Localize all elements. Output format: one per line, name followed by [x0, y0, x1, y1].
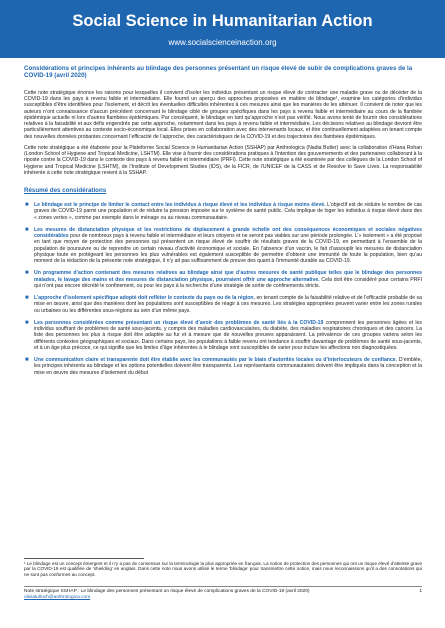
bullet-icon: ■	[25, 357, 29, 364]
summary-item	[24, 270, 422, 289]
bullet-icon: ■	[25, 319, 29, 326]
summary-item-body: pour de nombreux pays à revenu faible et intermédiaire et leurs citoyens et ne seront pas viables sur une période prolongée. L’« isolement » a été proposé en tant que moyen de protection des personnes qui présentent un risque élevé de souffrir de résultats graves de la COVID-19, en permettant à l’ensemble de la population de poursuivre ou de reprendre un certain niveau d’activité économique et sociale. En l’absence d’un vaccin, le fait d’assouplir les mesures de distanciation physique toute en protégeant les personnes les plus vulnérables est également susceptible de permettre d’obtenir une immunité de toute la population, bien qu’au moment de la rédaction de la présente note stratégique, il n’y ait pas suffisamment de preuve des quant à l’immunité durable au COVID-19.	[34, 233, 422, 265]
footer-email-link[interactable]: oliviatulloch@anthrologica.com	[24, 595, 91, 600]
bullet-icon: ■	[25, 202, 29, 209]
page-number: 1	[419, 589, 422, 594]
summary-item-body: L’objectif est de réduire le nombre de cas graves de COVID-19 parmi une population et de réduire la pression imposée sur le système de santé public. Cela implique de loger les individus à risque élevé dans des « zones vertes », comme par exemple dans le ménage ou au niveau communautaire.	[34, 202, 422, 221]
authorship-paragraph: Cette note stratégique a été élaborée pour la Plateforme Social Science in Humanitarian Action (SSHAP) par Anthrologica (Nadia Butler) avec la collaboration d’Hana Rohan (London School of Hygiene and Tropical Medicine, LSHTM). Elle vise à fournir des considérations pratiques à l’intention des gouvernements et des partenaires collaborant à la riposte contre la COVID-19 dans le contexte des pays à revenu faible et intermédiaire (PRFI). Cette note stratégique a été examinée par des collègues de la London School of Hygiene and Tropical Medicine (LSHTM), de l’Institute of Development Studies (IDS), de la FICR, de l’UNICEF de la CASS et de Resolve to Save Lives. La responsabilité inhérente à cette note stratégique revient à la SSHAP.	[24, 144, 422, 176]
header-banner	[0, 0, 445, 58]
footnote: ¹ Le blindage est un concept émergent et il n’y a pas de consensus sur la terminologie la plus appropriée en français. La notion de protection des personnes qui ont un risque élevé d’atteinte grave par la COVID-19 est qualifiée de ‘shielding’ en anglais. Dans cette note nous avons utilisé le terme ‘blindage’ pour transmettre cette notion, mais nous reconnaissons qu’il a des connotations qui ne sont pas conformes au concept.	[24, 561, 422, 577]
site-url[interactable]: www.socialscienceinaction.org	[168, 38, 277, 47]
summary-item-lead: Les mesures de distanciation physique et les restrictions de déplacement à grande échelle ont des conséquences économiques et sociales négatives considérables	[34, 226, 422, 240]
main-content	[0, 65, 445, 376]
footnote-divider	[24, 558, 144, 559]
summary-item-lead: Une communication claire et transparente doit être établie avec les communautés par le biais d’autorités locales ou d’interlocuteurs de confiance	[34, 357, 396, 364]
site-title: Social Science in Humanitarian Action	[72, 12, 373, 30]
summary-item-lead: Un programme d’action contenant des mesures relatives au blindage ainsi que d’autres mesures de santé publique telles que le blindage des personnes malades, le lavage des mains et des mesures de distanciation physique, pourraient offrir une approche alternative.	[34, 270, 422, 283]
footer-text: Note stratégique SSHAP : Le blindage des personnes présentant un risque élevé de complications graves de la COVID-19 (avril 2020)	[24, 589, 310, 594]
intro-paragraph: Cette note stratégique énonce les raisons pour lesquelles il convient d’isoler les individus présentant un risque élevé de contracter une maladie grave ou de décéder de la COVID-19 dans les pays à revenu faible et intermédiaire. Elle fournit un aperçu des approches proposées en matière de blindage¹, examine les catégories d’individus susceptibles d’être identifiées pour l’isolement, et décrit les éventuelles difficultés inhérentes à ces mesures ainsi que les manières de les atténuer. Il convient de noter que les auteurs n’ont connaissance d’aucun précédent concernant le blindage ciblé de groupes spécifiques dans les pays à revenu faible et intermédiaire au cours de la flambée épidémique actuelle ni lors d’autres flambées épidémiques. Par conséquent, le blindage en tant qu’approche n’est pas vérifié. Nous avons tenté de fournir des considérations relatives à la faisabilité et aux défis engendrés par cette approche, notamment dans les pays à revenu faible et intermédiaire. Les décisions relatives au blindage devront être particulièrement attentives au contexte socio-économique local. Elles prises en collaboration avec des intervenants locaux, et être continuellement adaptées en tenant compte des nouvelles données probantes concernant l’efficacité de l’approche, des caractéristiques de la COVID-19 et des trajectoires des flambées épidémiques.	[24, 89, 422, 140]
summary-item-lead: L’approche d’isolement spécifique adopté doit refléter le contexte du pays ou de la région	[34, 295, 254, 302]
summary-list	[24, 202, 422, 376]
summary-item-body: Cela doit être considéré pour certains PRFI qui n’ont pas encore décrété le confinement, ou pour les pays à la recherche d’une stratégie de sortie de confinements stricts.	[34, 276, 422, 289]
summary-item-lead: Le blindage est le principe de limiter le contact entre les individus à risque élevé et les individus à risque moins élevé.	[34, 202, 326, 209]
summary-item	[24, 202, 422, 221]
page-footer	[24, 589, 422, 601]
summary-item	[24, 295, 422, 314]
summary-item	[24, 320, 422, 351]
bullet-icon: ■	[25, 226, 29, 233]
summary-item-body: , en tenant compte de la faisabilité relative et de l’efficacité probable de sa mise en œuvre, ainsi que des manières dont les populations sont susceptibles de réagir à ces mesures. Les stratégies appropriées peuvent varier entre les zones rurales ou urbaines ou les différentes sous-régions au sein d’un même pays.	[34, 295, 422, 314]
summary-item-lead: Les personnes considérées comme présentant un risque élevé d’avoir des problèmes de santé liés à la COVID-19	[34, 319, 324, 326]
bullet-icon: ■	[25, 270, 29, 277]
bullet-icon: ■	[25, 295, 29, 302]
document-title: Considérations et principes inhérents au blindage des personnes présentant un risque élevé de subir de complications graves de la COVID-19 (avril 2020)	[24, 65, 413, 80]
summary-heading: Résumé des considérations	[24, 187, 107, 195]
summary-item-body: comprennent les personnes âgées et les individus souffrant de problèmes de santé sous-jacents, y compris des maladies cardiovasculaires, du diabète, des maladies respiratoires chroniques et des cancers. La liste des personnes les plus à risque doit être adaptée au fur et à mesure que de nouvelles preuves apparaissent. La prévalence de ces groupes variera selon les différents contextes géographiques et sociaux. Dans certains pays, les populations à faible revenu ont tendance à souffrir davantage de problèmes de santé sous-jacents, et à un âge plus précoce, ce qui signifie que les limites d’âge inhérentes à le blindage sont susceptibles de varier pour inclure les affections non diagnostiquées.	[34, 319, 422, 351]
summary-item	[24, 227, 422, 265]
summary-item	[24, 357, 422, 376]
summary-item-body: . D’emblée, les principes inhérents au blindage et les options potentielles doivent être transparents. Les représentants communautaires doivent être impliqués dans la conception et la mise en œuvre des mesures d’isolement du début	[34, 357, 423, 376]
footer-divider	[24, 586, 422, 587]
